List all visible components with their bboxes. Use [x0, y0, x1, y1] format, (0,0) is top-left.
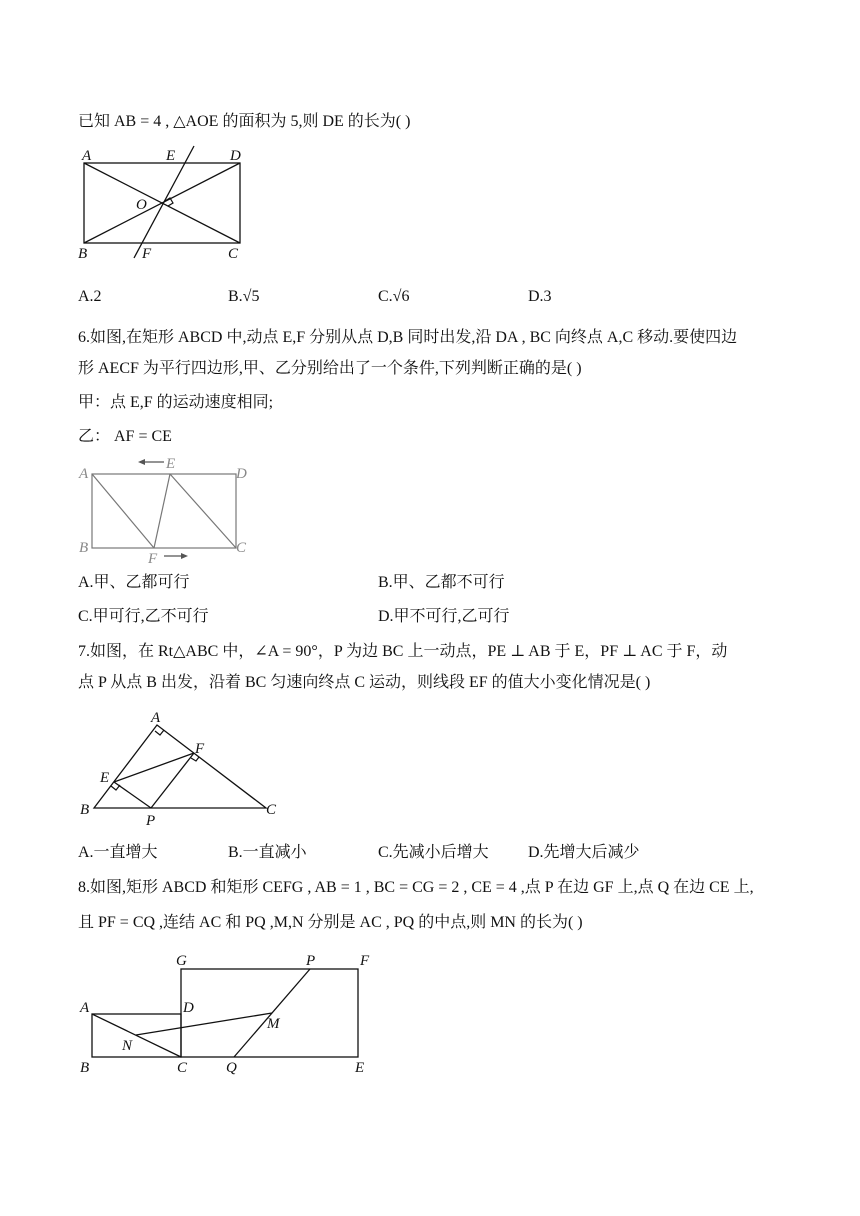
q7-label-B: B — [80, 802, 90, 818]
q8-label-D: D — [183, 1000, 194, 1016]
q6-label-A: A — [79, 466, 89, 482]
q5-option-d[interactable]: D.3 — [528, 288, 552, 305]
q7-label-A: A — [151, 710, 161, 726]
q7-option-d[interactable]: D.先增大后减少 — [528, 844, 640, 861]
q5-stem: 已知 AB = 4 , △AOE 的面积为 5,则 DE 的长为( ) — [78, 113, 411, 130]
q7-figure — [76, 708, 286, 828]
q5-label-E: E — [166, 148, 176, 164]
q6-option-c[interactable]: C.甲可行,乙不可行 — [78, 608, 209, 625]
q7-option-c[interactable]: C.先减小后增大 — [378, 844, 489, 861]
q5-label-A: A — [82, 148, 92, 164]
q6-label-F: F — [148, 551, 158, 567]
q8-label-C: C — [177, 1060, 188, 1076]
q6-stem-line2: 形 AECF 为平行四边形,甲、乙分别给出了一个条件,下列判断正确的是( ) — [78, 360, 582, 377]
q5-figure — [76, 146, 256, 266]
q6-option-a[interactable]: A.甲、乙都可行 — [78, 574, 190, 591]
q8-stem-line1: 8.如图,矩形 ABCD 和矩形 CEFG , AB = 1 , BC = CG = 2 , CE = 4 ,点 P 在边 GF 上,点 Q 在边 CE 上, — [78, 879, 754, 896]
q5-label-D: D — [230, 148, 241, 164]
q8-label-E: E — [355, 1060, 365, 1076]
q6-label-E: E — [166, 456, 176, 472]
q8-label-P: P — [306, 953, 316, 969]
q8-label-G: G — [176, 953, 187, 969]
q5-label-F: F — [142, 246, 152, 262]
q5-label-C: C — [228, 246, 239, 262]
q5-option-a[interactable]: A.2 — [78, 288, 102, 305]
q6-label-B: B — [79, 540, 89, 556]
q7-label-E: E — [100, 770, 110, 786]
q8-label-M: M — [267, 1016, 280, 1032]
q8-label-A: A — [80, 1000, 90, 1016]
q7-stem-line2: 点 P 从点 B 出发，沿着 BC 匀速向终点 C 运动，则线段 EF 的值大小变化情况是( ) — [78, 674, 651, 691]
q6-figure — [76, 452, 256, 568]
q5-label-B: B — [78, 246, 88, 262]
q6-option-d[interactable]: D.甲不可行,乙可行 — [378, 608, 510, 625]
q7-option-b[interactable]: B.一直减小 — [228, 844, 307, 861]
q7-label-F: F — [195, 741, 205, 757]
q5-label-O: O — [136, 197, 147, 213]
q7-option-a[interactable]: A.一直增大 — [78, 844, 158, 861]
q6-condition-jia: 甲：点 E,F 的运动速度相同; — [78, 394, 274, 411]
q5-option-c[interactable]: C.√6 — [378, 288, 410, 305]
q7-label-C: C — [266, 802, 277, 818]
q6-condition-yi: 乙： AF = CE — [78, 428, 172, 445]
q8-stem-line2: 且 PF = CQ ,连结 AC 和 PQ ,M,N 分别是 AC , PQ 的中点,则 MN 的长为( ) — [78, 914, 583, 931]
q6-label-D: D — [236, 466, 247, 482]
q8-figure — [76, 950, 376, 1080]
q8-label-Q: Q — [226, 1060, 237, 1076]
q7-stem-line1: 7.如图，在 Rt△ABC 中，∠A = 90°，P 为边 BC 上一动点，PE ⊥ AB 于 E，PF ⊥ AC 于 F，动 — [78, 643, 728, 660]
q8-label-B: B — [80, 1060, 90, 1076]
q6-option-b[interactable]: B.甲、乙都不可行 — [378, 574, 505, 591]
q8-label-F: F — [360, 953, 370, 969]
q8-label-N: N — [122, 1038, 133, 1054]
q6-label-C: C — [236, 540, 247, 556]
q7-label-P: P — [146, 813, 156, 829]
q5-option-b[interactable]: B.√5 — [228, 288, 260, 305]
q6-stem-line1: 6.如图,在矩形 ABCD 中,动点 E,F 分别从点 D,B 同时出发,沿 DA , BC 向终点 A,C 移动.要使四边 — [78, 329, 738, 346]
